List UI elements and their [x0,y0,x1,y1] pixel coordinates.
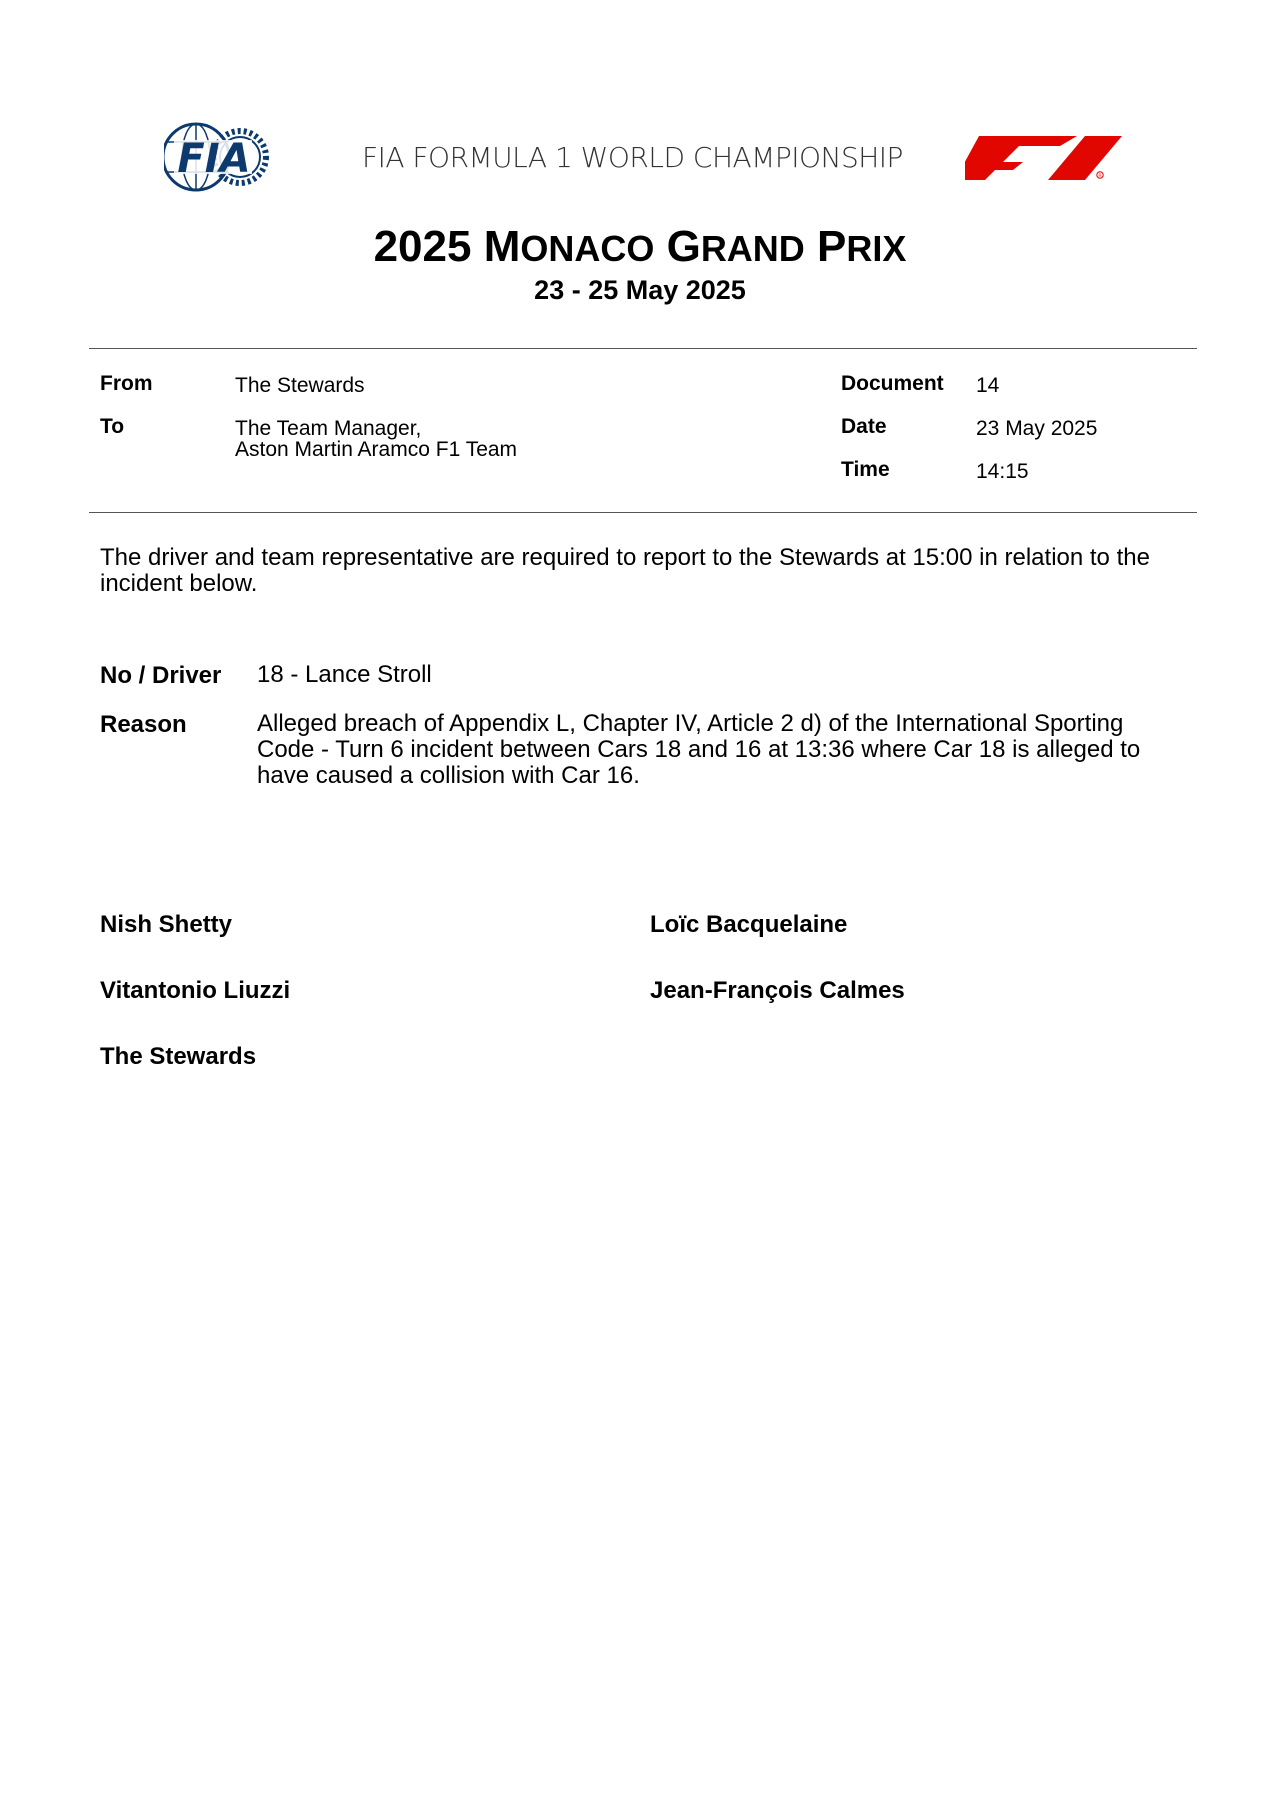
svg-text:R: R [1098,174,1102,179]
date-value: 23 May 2025 [976,417,1098,440]
top-divider [89,348,1197,349]
from-label: From [100,372,153,395]
reason-label: Reason [100,711,187,738]
steward-name: Nish Shetty [100,911,233,938]
time-label: Time [841,458,890,481]
driver-value: 18 - Lance Stroll [257,661,432,688]
event-dates: 23 - 25 May 2025 [534,275,746,305]
event-title-word: GRAND [666,222,805,271]
event-title [0,222,1280,272]
from-value: The Stewards [235,374,365,397]
championship-title: FIA FORMULA 1 WORLD CHAMPIONSHIP [362,141,903,174]
document-number: 14 [976,374,1000,397]
event-title-word: MONACO [483,222,655,271]
event-year: 2025 [373,222,472,271]
reason-text [257,711,1197,789]
to-label: To [100,415,125,438]
signature-footer: The Stewards [100,1043,257,1070]
f1-logo-icon [965,136,1122,180]
bottom-divider [89,512,1197,513]
driver-label: No / Driver [100,662,222,689]
document-label: Document [841,372,944,395]
event-title-word: PRIX [817,222,907,271]
fia-logo-icon [164,120,272,194]
steward-name: Vitantonio Liuzzi [100,977,291,1004]
fia-logo-text: FIA [177,136,251,182]
to-value-line: Aston Martin Aramco F1 Team [235,438,518,461]
steward-name: Jean-François Calmes [650,977,905,1004]
reason-line: Alleged breach of Appendix L, Chapter IV, Article 2 d) of the International Sporting [257,710,1124,737]
time-value: 14:15 [976,460,1029,483]
steward-name: Loïc Bacquelaine [650,911,848,938]
date-label: Date [841,415,887,438]
reason-line: have caused a collision with Car 16. [257,762,640,789]
summary-paragraph: The driver and team representative are required to report to the Stewards at 15:00 in relation to the incident below. [100,544,1150,597]
to-value-line: The Team Manager, [235,417,422,440]
reason-line: Code - Turn 6 incident between Cars 18 and 16 at 13:36 where Car 18 is alleged to [257,736,1141,763]
